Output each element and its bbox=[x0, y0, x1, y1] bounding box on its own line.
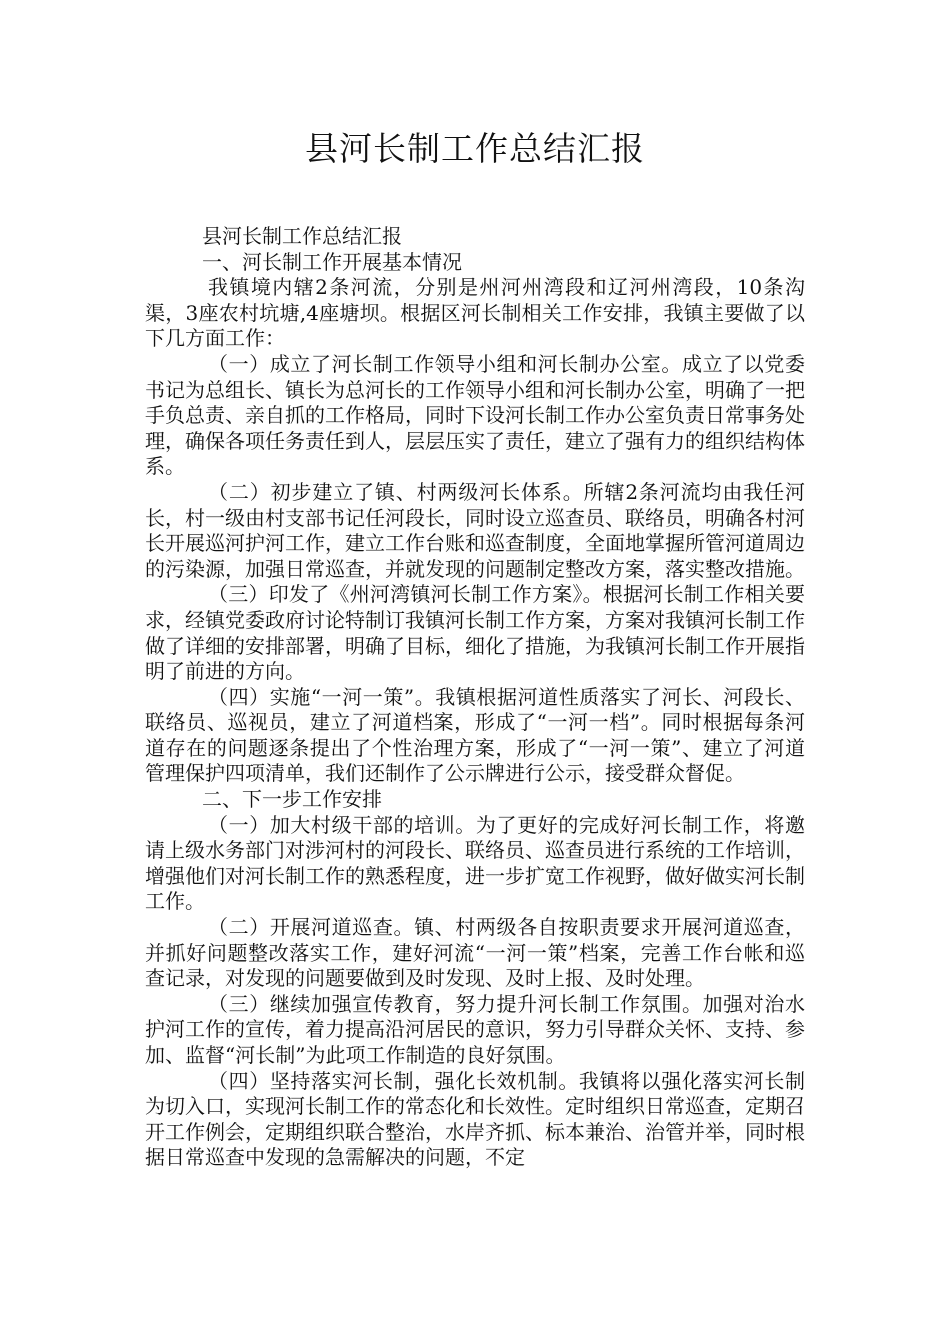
paragraph-item-1-1: （一）成立了河长制工作领导小组和河长制办公室。成立了以党委书记为总组长、镇长为总河长的工作领导小组和河长制办公室，明确了一把手负总责、亲自抓的工作格局，同时下设河长制工作办公室负责日常事务处理，确保各项任务责任到人，层层压实了责任，建立了强有力的组织结构体系。 bbox=[145, 351, 805, 479]
section-heading-1: 一、河长制工作开展基本情况 bbox=[202, 249, 462, 274]
paragraph-item-2-1: （一）加大村级干部的培训。为了更好的完成好河长制工作，将邀请上级水务部门对涉河村的河段长、联络员、巡查员进行系统的工作培训，增强他们对河长制工作的熟悉程度，进一步扩宽工作视野，做好做实河长制工作。 bbox=[145, 812, 805, 914]
document-body bbox=[145, 224, 805, 1171]
paragraph-intro: 我镇境内辖2条河流，分别是州河州湾段和辽河州湾段，10条沟渠，3座农村坑塘,4座塘坝。根据区河长制相关工作安排，我镇主要做了以下几方面工作： bbox=[145, 275, 805, 351]
paragraph-item-1-4: （四）实施“一河一策”。我镇根据河道性质落实了河长、河段长、联络员、巡视员，建立了河道档案，形成了“一河一档”。同时根据每条河道存在的问题逐条提出了个性治理方案，形成了“一河一策”、建立了河道管理保护四项清单，我们还制作了公示牌进行公示，接受群众督促。 bbox=[145, 684, 805, 786]
paragraph-item-1-2: （二）初步建立了镇、村两级河长体系。所辖2条河流均由我任河长，村一级由村支部书记任河段长，同时设立巡查员、联络员，明确各村河长开展巡河护河工作，建立工作台账和巡查制度，全面地掌握所管河道周边的污染源，加强日常巡查，并就发现的问题制定整改方案，落实整改措施。 bbox=[145, 479, 805, 581]
paragraph-item-2-4: （四）坚持落实河长制，强化长效机制。我镇将以强化落实河长制为切入口，实现河长制工作的常态化和长效性。定时组织日常巡查，定期召开工作例会，定期组织联合整治，水岸齐抓、标本兼治、治管并举，同时根据日常巡查中发现的急需解决的问题，不定 bbox=[145, 1068, 805, 1170]
paragraph-subtitle: 县河长制工作总结汇报 bbox=[202, 224, 402, 248]
paragraph-item-2-3: （三）继续加强宣传教育，努力提升河长制工作氛围。加强对治水护河工作的宣传，着力提高沿河居民的意识，努力引导群众关怀、支持、参加、监督“河长制”为此项工作制造的良好氛围。 bbox=[145, 991, 805, 1067]
paragraph-item-1-3: （三）印发了《州河湾镇河长制工作方案》。根据河长制工作相关要求，经镇党委政府讨论特制订我镇河长制工作方案，方案对我镇河长制工作做了详细的安排部署，明确了目标，细化了措施，为我镇河长制工作开展指明了前进的方向。 bbox=[145, 582, 805, 684]
paragraph-item-2-2: （二）开展河道巡查。镇、村两级各自按职责要求开展河道巡查，并抓好问题整改落实工作，建好河流“一河一策”档案，完善工作台帐和巡查记录，对发现的问题要做到及时发现、及时上报、及时处理。 bbox=[145, 915, 805, 991]
section-heading-2: 二、下一步工作安排 bbox=[202, 787, 382, 812]
document-title: 县河长制工作总结汇报 bbox=[305, 129, 645, 168]
